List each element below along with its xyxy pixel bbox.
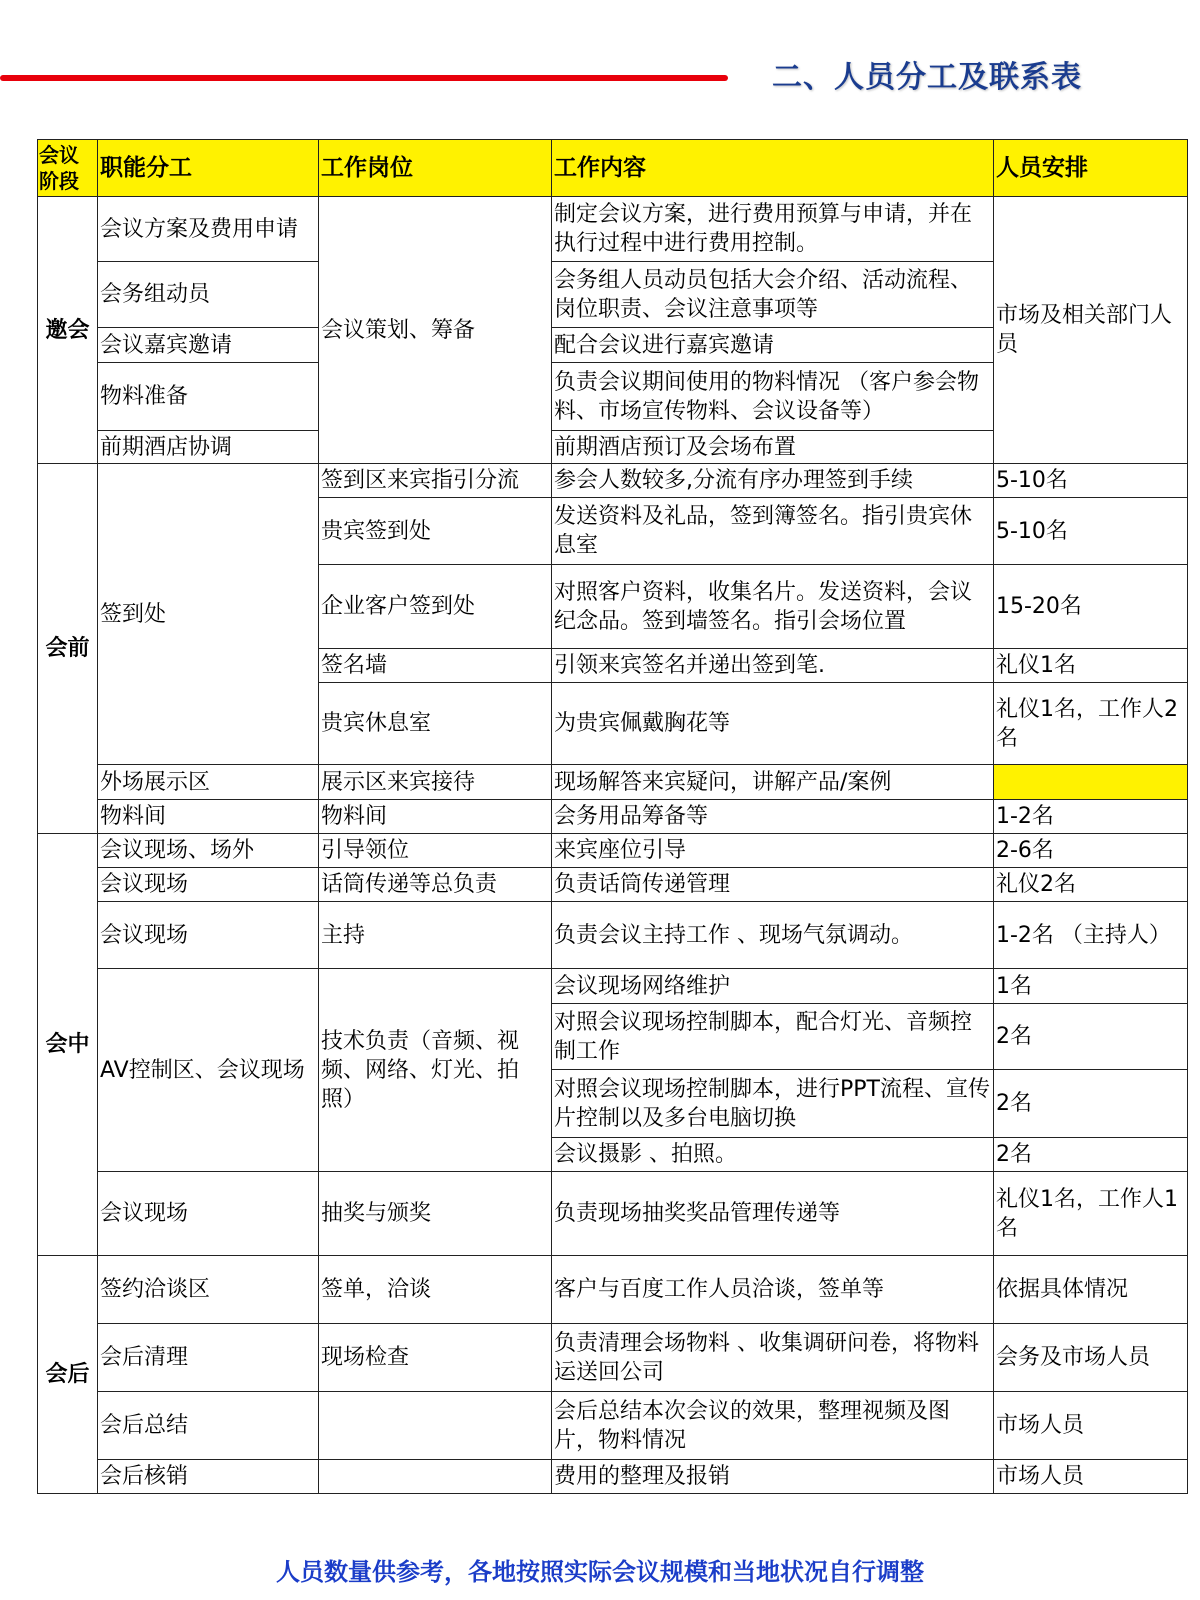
table-row bbox=[38, 1460, 1188, 1494]
position-cell: 贵宾签到处 bbox=[319, 498, 552, 565]
function-cell: 前期酒店协调 bbox=[98, 431, 319, 464]
staff-cell: 5-10名 bbox=[994, 464, 1188, 498]
position-cell: 企业客户签到处 bbox=[319, 565, 552, 649]
position-cell: 签名墙 bbox=[319, 649, 552, 683]
content-cell: 对照会议现场控制脚本，配合灯光、音频控制工作 bbox=[552, 1004, 994, 1070]
staff-cell: 2名 bbox=[994, 1138, 1188, 1172]
function-cell: 签约洽谈区 bbox=[98, 1256, 319, 1324]
staff-cell: 依据具体情况 bbox=[994, 1256, 1188, 1324]
table-row bbox=[38, 1392, 1188, 1460]
function-cell: 会议方案及费用申请 bbox=[98, 197, 319, 262]
stage-cell-after: 会后 bbox=[38, 1256, 98, 1494]
header-position: 工作岗位 bbox=[319, 140, 552, 197]
content-cell: 对照客户资料，收集名片。发送资料，会议纪念品。签到墙签名。指引会场位置 bbox=[552, 565, 994, 649]
content-cell: 对照会议现场控制脚本，进行PPT流程、宣传片控制以及多台电脑切换 bbox=[552, 1070, 994, 1138]
staff-cell: 礼仪1名，工作人1名 bbox=[994, 1172, 1188, 1256]
position-cell bbox=[319, 1392, 552, 1460]
position-cell: 物料间 bbox=[319, 800, 552, 834]
staff-cell: 市场及相关部门人员 bbox=[994, 197, 1188, 464]
function-cell: 物料间 bbox=[98, 800, 319, 834]
function-cell: 会后清理 bbox=[98, 1324, 319, 1392]
content-cell: 会务用品筹备等 bbox=[552, 800, 994, 834]
staff-cell: 2名 bbox=[994, 1070, 1188, 1138]
table-header-row bbox=[38, 140, 1188, 197]
staff-cell: 5-10名 bbox=[994, 498, 1188, 565]
staff-cell: 市场人员 bbox=[994, 1392, 1188, 1460]
function-cell: 会议现场、场外 bbox=[98, 834, 319, 868]
content-cell: 会议现场网络维护 bbox=[552, 969, 994, 1004]
stage-cell-during: 会中 bbox=[38, 834, 98, 1256]
function-cell: 外场展示区 bbox=[98, 765, 319, 800]
header-staff: 人员安排 bbox=[994, 140, 1188, 197]
staff-cell: 礼仪1名，工作人2名 bbox=[994, 683, 1188, 765]
table-row bbox=[38, 868, 1188, 902]
content-cell: 现场解答来宾疑问，讲解产品/案例 bbox=[552, 765, 994, 800]
table-row bbox=[38, 834, 1188, 868]
position-cell bbox=[319, 1460, 552, 1494]
red-divider-line bbox=[0, 75, 728, 81]
staff-cell: 市场人员 bbox=[994, 1460, 1188, 1494]
table-row bbox=[38, 1172, 1188, 1256]
function-cell: 会议现场 bbox=[98, 1172, 319, 1256]
table-row bbox=[38, 902, 1188, 969]
position-cell: 签到区来宾指引分流 bbox=[319, 464, 552, 498]
content-cell: 为贵宾佩戴胸花等 bbox=[552, 683, 994, 765]
header-stage: 会议阶段 bbox=[38, 140, 98, 197]
content-cell: 会务组人员动员包括大会介绍、活动流程、岗位职责、会议注意事项等 bbox=[552, 262, 994, 328]
header-function: 职能分工 bbox=[98, 140, 319, 197]
content-cell: 会议摄影 、拍照。 bbox=[552, 1138, 994, 1172]
content-cell: 客户与百度工作人员洽谈，签单等 bbox=[552, 1256, 994, 1324]
position-cell: 贵宾休息室 bbox=[319, 683, 552, 765]
content-cell: 费用的整理及报销 bbox=[552, 1460, 994, 1494]
table-row bbox=[38, 1256, 1188, 1324]
table-row bbox=[38, 464, 1188, 498]
position-cell: 展示区来宾接待 bbox=[319, 765, 552, 800]
table-row bbox=[38, 765, 1188, 800]
content-cell: 制定会议方案，进行费用预算与申请，并在执行过程中进行费用控制。 bbox=[552, 197, 994, 262]
function-cell: 会后总结 bbox=[98, 1392, 319, 1460]
position-cell: 主持 bbox=[319, 902, 552, 969]
function-cell: 会务组动员 bbox=[98, 262, 319, 328]
content-cell: 前期酒店预订及会场布置 bbox=[552, 431, 994, 464]
footer-note: 人员数量供参考，各地按照实际会议规模和当地状况自行调整 bbox=[276, 1558, 924, 1586]
function-cell: 物料准备 bbox=[98, 363, 319, 431]
function-cell: 签到处 bbox=[98, 464, 319, 765]
content-cell: 负责会议主持工作 、现场气氛调动。 bbox=[552, 902, 994, 969]
position-cell: 话筒传递等总负责 bbox=[319, 868, 552, 902]
staff-cell: 会务及市场人员 bbox=[994, 1324, 1188, 1392]
table-row bbox=[38, 1324, 1188, 1392]
page-title: 二、人员分工及联系表 bbox=[772, 60, 1082, 95]
table-row bbox=[38, 969, 1188, 1004]
staff-cell-highlighted bbox=[994, 765, 1188, 800]
position-cell: 签单，洽谈 bbox=[319, 1256, 552, 1324]
content-cell: 引领来宾签名并递出签到笔. bbox=[552, 649, 994, 683]
table-row bbox=[38, 197, 1188, 262]
staff-cell: 礼仪2名 bbox=[994, 868, 1188, 902]
position-cell: 现场检查 bbox=[319, 1324, 552, 1392]
staff-cell: 1-2名 （主持人） bbox=[994, 902, 1188, 969]
function-cell: 会议现场 bbox=[98, 868, 319, 902]
content-cell: 发送资料及礼品，签到簿签名。指引贵宾休息室 bbox=[552, 498, 994, 565]
content-cell: 参会人数较多,分流有序办理签到手续 bbox=[552, 464, 994, 498]
content-cell: 会后总结本次会议的效果，整理视频及图片，物料情况 bbox=[552, 1392, 994, 1460]
position-cell: 引导领位 bbox=[319, 834, 552, 868]
staff-cell: 1-2名 bbox=[994, 800, 1188, 834]
staff-cell: 15-20名 bbox=[994, 565, 1188, 649]
stage-cell-invite: 邀会 bbox=[38, 197, 98, 464]
position-cell: 会议策划、筹备 bbox=[319, 197, 552, 464]
staff-cell: 1名 bbox=[994, 969, 1188, 1004]
content-cell: 配合会议进行嘉宾邀请 bbox=[552, 328, 994, 363]
content-cell: 负责清理会场物料 、收集调研问卷，将物料运送回公司 bbox=[552, 1324, 994, 1392]
content-cell: 负责现场抽奖奖品管理传递等 bbox=[552, 1172, 994, 1256]
function-cell: 会后核销 bbox=[98, 1460, 319, 1494]
table-row bbox=[38, 800, 1188, 834]
content-cell: 负责话筒传递管理 bbox=[552, 868, 994, 902]
staff-assignment-table bbox=[37, 139, 1188, 1494]
stage-cell-before: 会前 bbox=[38, 464, 98, 834]
function-cell: 会议嘉宾邀请 bbox=[98, 328, 319, 363]
function-cell: AV控制区、会议现场 bbox=[98, 969, 319, 1172]
content-cell: 来宾座位引导 bbox=[552, 834, 994, 868]
header-content: 工作内容 bbox=[552, 140, 994, 197]
position-cell: 抽奖与颁奖 bbox=[319, 1172, 552, 1256]
staff-cell: 礼仪1名 bbox=[994, 649, 1188, 683]
content-cell: 负责会议期间使用的物料情况 （客户参会物料、市场宣传物料、会议设备等） bbox=[552, 363, 994, 431]
staff-cell: 2-6名 bbox=[994, 834, 1188, 868]
position-cell: 技术负责（音频、视频、网络、灯光、拍照） bbox=[319, 969, 552, 1172]
staff-cell: 2名 bbox=[994, 1004, 1188, 1070]
function-cell: 会议现场 bbox=[98, 902, 319, 969]
